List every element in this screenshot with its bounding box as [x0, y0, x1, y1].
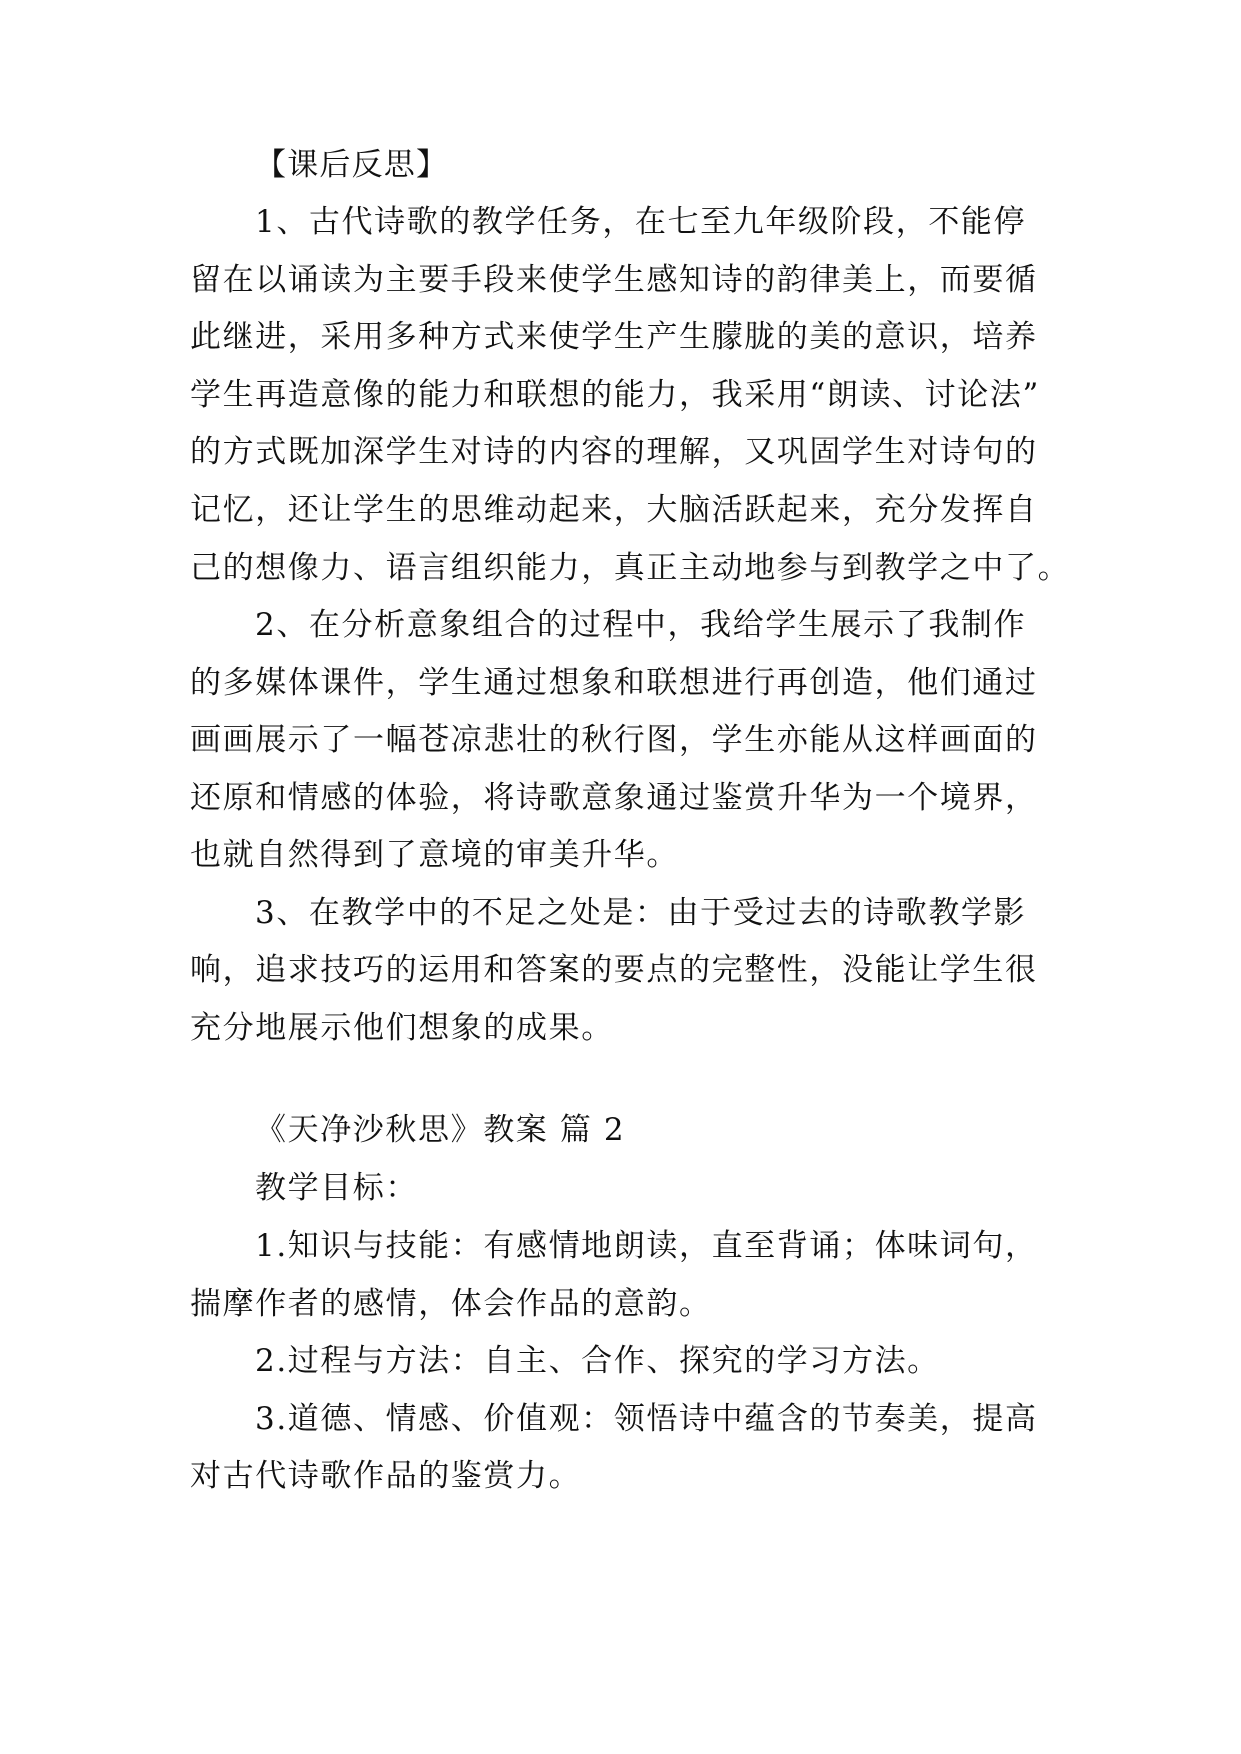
objectives-label: 教学目标：	[255, 1170, 418, 1206]
paragraph-line: 记忆，还让学生的思维动起来，大脑活跃起来，充分发挥自	[190, 492, 1038, 528]
paragraph-line: 学生再造意像的能力和联想的能力，我采用“朗读、讨论法”	[190, 377, 1040, 413]
paragraph-line: 3、在教学中的不足之处是：由于受过去的诗歌教学影	[255, 895, 1027, 931]
objective-line: 对古代诗歌作品的鉴赏力。	[190, 1458, 582, 1494]
objective-line: 揣摩作者的感情，体会作品的意韵。	[190, 1286, 712, 1322]
paragraph-line: 响，追求技巧的运用和答案的要点的完整性，没能让学生很	[190, 952, 1038, 988]
paragraph-line: 留在以诵读为主要手段来使学生感知诗的韵律美上，而要循	[190, 262, 1038, 298]
objective-line: 2.过程与方法：自主、合作、探究的学习方法。	[255, 1343, 940, 1379]
paragraph-line: 1、古代诗歌的教学任务，在七至九年级阶段，不能停	[255, 204, 1027, 240]
paragraph-line: 己的想像力、语言组织能力，真正主动地参与到教学之中了。	[190, 550, 1071, 586]
paragraph-line: 的方式既加深学生对诗的内容的理解，又巩固学生对诗句的	[190, 434, 1038, 470]
paragraph-line: 的多媒体课件，学生通过想象和联想进行再创造，他们通过	[190, 665, 1038, 701]
section-heading-reflection: 【课后反思】	[255, 147, 449, 183]
paragraph-line: 画画展示了一幅苍凉悲壮的秋行图，学生亦能从这样画面的	[190, 722, 1038, 758]
paragraph-line: 此继进，采用多种方式来使学生产生朦胧的美的意识，培养	[190, 319, 1038, 355]
paragraph-line: 充分地展示他们想象的成果。	[190, 1010, 614, 1046]
section-title: 《天净沙秋思》教案 篇 2	[255, 1112, 626, 1148]
paragraph-line: 也就自然得到了意境的审美升华。	[190, 837, 679, 873]
paragraph-line: 2、在分析意象组合的过程中，我给学生展示了我制作	[255, 607, 1027, 643]
objective-line: 1.知识与技能：有感情地朗读，直至背诵；体味词句，	[255, 1228, 1038, 1264]
paragraph-line: 还原和情感的体验，将诗歌意象通过鉴赏升华为一个境界，	[190, 780, 1038, 816]
objective-line: 3.道德、情感、价值观：领悟诗中蕴含的节奏美，提高	[255, 1401, 1038, 1437]
